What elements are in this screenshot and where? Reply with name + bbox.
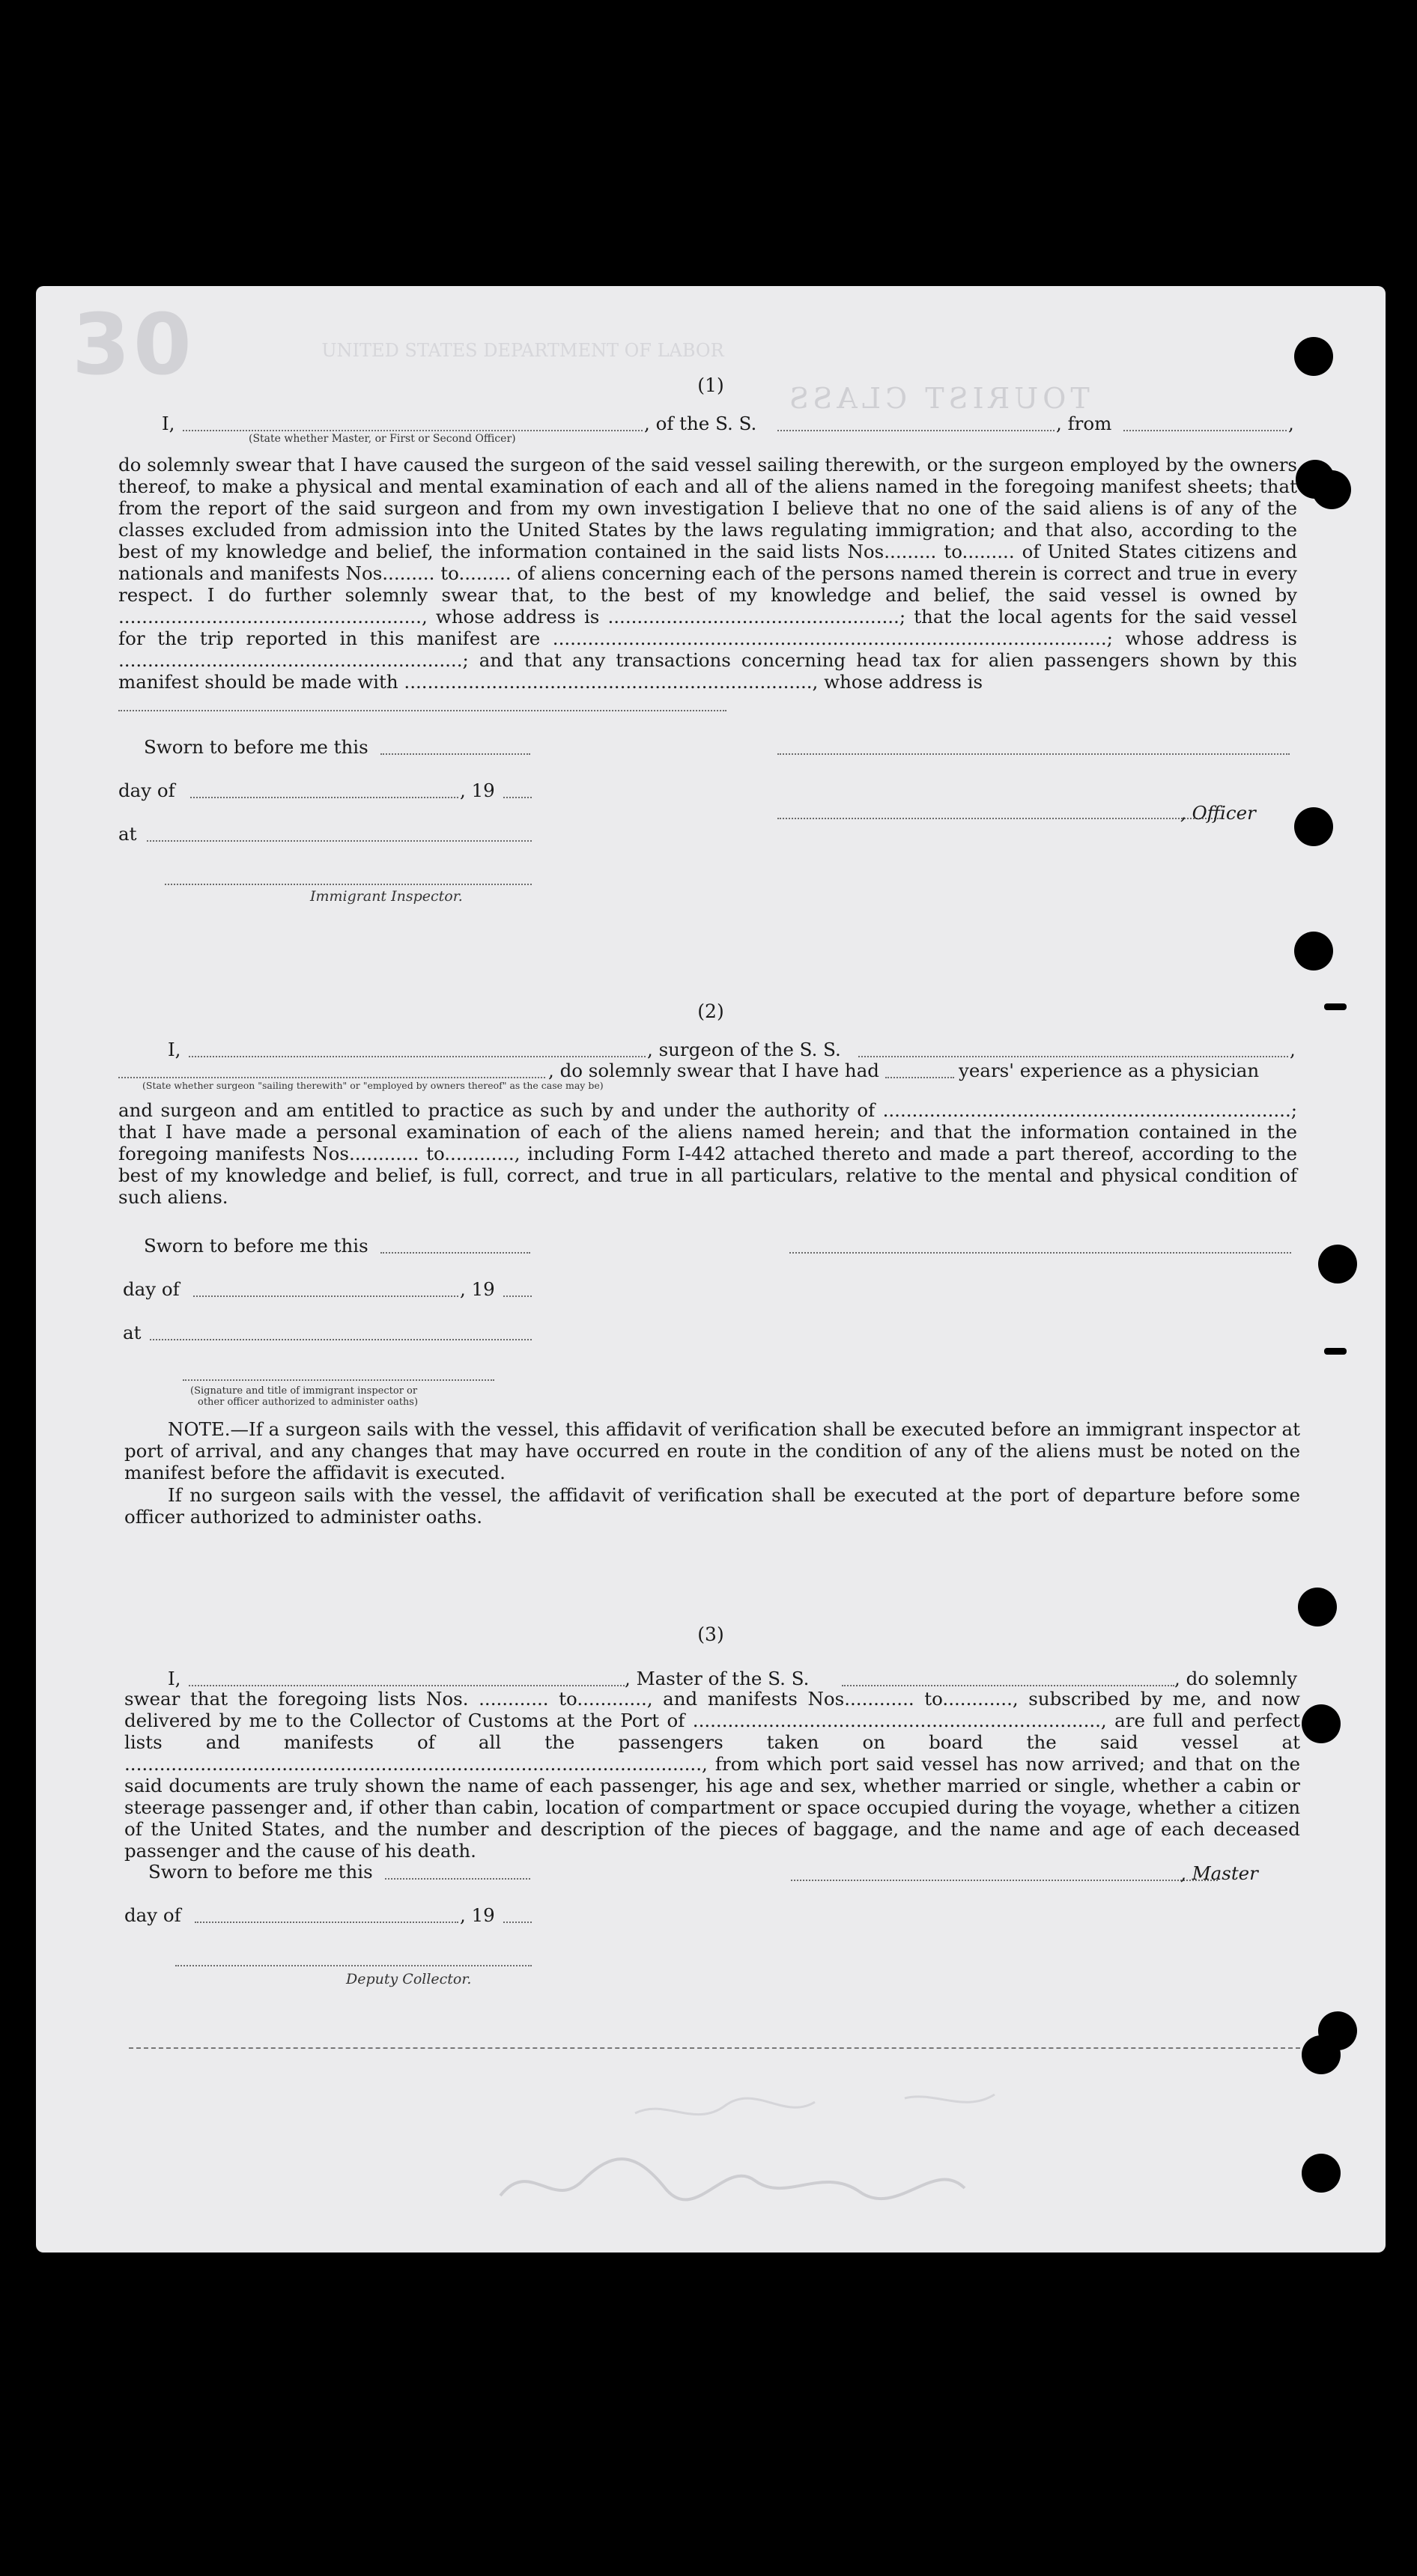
master-vessel-field[interactable] [842,1685,1174,1686]
surgeon-vessel-field[interactable] [858,1056,1288,1057]
day-of-label: day of [123,1278,180,1300]
year-label: , 19 [460,1904,495,1926]
binder-hole [1318,1245,1357,1284]
binder-hole [1294,807,1333,846]
years-experience-text: years' experience as a physician [959,1060,1260,1081]
section-1-from: , from [1056,413,1112,434]
section-3-number: (3) [697,1623,724,1645]
section-3-oath-text: swear that the foregoing lists Nos. ............ to............, and manifests Nos............ to............, subscribed by me, and now delivered by me to the Collector of Customs at the Port of ......................................................................, are full and perfect lists and manifests of all the passengers taken on board the said vessel at ..................................................................................................., from which port said vessel has now arrived; and that on the said documents are truly shown the name of each passenger, his age and sex, whether married or single, whether a cabin or steerage passenger and, if other than cabin, location of compartment or space occupied during the voyage, whether a citizen of the United States, and the number and description of the pieces of baggage, and the name and age of each deceased passenger and the cause of his death. [124,1688,1300,1862]
binder-hole [1302,2154,1341,2193]
year-label: , 19 [460,1278,495,1300]
surgeon-status-note: (State whether surgeon "sailing therewith" or "employed by owners thereof" as the case may be) [142,1080,604,1091]
master-swear-text: , do solemnly [1174,1668,1298,1689]
section-2-comma: , [1290,1039,1296,1060]
binder-hole [1302,1704,1341,1743]
inspector-signature-line[interactable] [165,884,532,885]
year-field[interactable] [503,1922,532,1923]
section-1-comma: , [1288,413,1294,434]
faded-class-stamp: TOURIST CLASS [785,382,1090,415]
at-label: at [118,823,137,845]
day-of-field[interactable] [193,1295,458,1297]
officer-signature-line[interactable] [183,1379,494,1381]
note-paragraph-1: NOTE.—If a surgeon sails with the vessel, this affidavit of verification shall be executed before an immigrant inspector at port of arrival, and any changes that may have occurred en route in the condition of any of the aliens must be noted on the manifest before the affidavit is executed. [124,1418,1300,1483]
section-2-number: (2) [697,1000,724,1022]
page-stamp-number: 30 [72,297,195,394]
sworn-label: Sworn to before me this [144,736,368,758]
year-field[interactable] [503,1295,532,1297]
section-3-i: I, [168,1668,181,1689]
section-2-oath-text: and surgeon and am entitled to practice as such by and under the authority of ......................................................................; that I have made a personal examination of each of the aliens named herein; and that the information contained in the foregoing manifests Nos............ to............, including Form I-442 attached thereto and made a part thereof, according to the best of my knowledge and belief, is full, correct, and true in all particulars, relative to the mental and physical condition of such aliens. [118,1099,1297,1208]
master-name-field[interactable] [189,1685,625,1686]
at-label: at [123,1322,142,1343]
officer-rank-note: (State whether Master, or First or Second Officer) [249,433,516,445]
section-1-oath-text: do solemnly swear that I have caused the surgeon of the said vessel sailing therewith, or the surgeon employed by the owners thereof, to make a physical and mental examination of each and all of the aliens named in the foregoing manifest sheets; that from the report of the said surgeon and from my own investigation I believe that no one of the said aliens is of any of the classes excluded from admission into the United States by the laws regulating immigration; and that also, according to the best of my knowledge and belief, the information contained in the said lists Nos......... to......... of United States citizens and nationals and manifests Nos......... to......... of aliens concerning each of the persons named therein is correct and true in every respect. I do further solemnly swear that, to the best of my knowledge and belief, the said vessel is owned by ...................................................., whose address is ..................................................; that the local agents for the said vessel for the trip reported in this manifest are ...............................................................................................; whose address is ...........................................................; and that any transactions concerning head tax for alien passengers shown by this manifest should be made with ......................................................................, whose address is [118,454,1297,693]
officer-name-field[interactable] [183,430,643,431]
surgeon-status-field[interactable] [118,1077,545,1078]
at-place-field[interactable] [150,1339,532,1340]
sworn-label: Sworn to before me this [144,1235,368,1257]
section-1-of-ss: , of the S. S. [644,413,757,434]
officer-label: , Officer [1180,802,1256,824]
binder-hole [1294,337,1333,376]
note-paragraph-2: If no surgeon sails with the vessel, the affidavit of verification shall be executed at the port of departure before some officer authorized to administer oaths. [124,1484,1300,1528]
years-experience-field[interactable] [885,1077,954,1078]
sworn-day-field[interactable] [380,1252,530,1254]
surgeon-name-field[interactable] [189,1056,646,1057]
day-of-label: day of [118,780,175,801]
binder-hole [1312,470,1351,509]
master-signature-line[interactable] [791,1880,1218,1881]
year-field[interactable] [503,797,532,798]
port-from-field[interactable] [1123,430,1287,431]
sworn-day-field[interactable] [385,1878,530,1880]
section-1-i: I, [162,413,175,434]
officer-title-line[interactable] [777,818,1221,819]
collector-label: Deputy Collector. [346,1971,472,1987]
signature-note-1: (Signature and title of immigrant inspector or [190,1385,418,1397]
master-label: , Master [1180,1862,1258,1884]
surgeon-of-ss: , surgeon of the S. S. [647,1039,841,1060]
section-2-i: I, [168,1039,181,1060]
sworn-day-field[interactable] [380,753,530,755]
page-divider [129,2047,1300,2049]
surgeon-signature-line[interactable] [789,1252,1291,1254]
day-of-field[interactable] [195,1922,458,1923]
day-of-field[interactable] [190,797,458,798]
officer-signature-line[interactable] [777,753,1290,755]
master-of-ss: , Master of the S. S. [625,1668,810,1689]
at-place-field[interactable] [147,840,532,842]
inspector-label: Immigrant Inspector. [310,888,463,905]
faint-handwriting [485,2068,1159,2233]
binder-hole [1298,1588,1337,1626]
section-1-number: (1) [697,374,724,396]
manifest-page [36,286,1386,2253]
year-label: , 19 [460,780,495,801]
surgeon-swear-text: , do solemnly swear that I have had [548,1060,879,1081]
sworn-label: Sworn to before me this [148,1861,373,1883]
collector-signature-line[interactable] [175,1965,532,1966]
day-of-label: day of [124,1904,181,1926]
faded-header-text: UNITED STATES DEPARTMENT OF LABOR [321,340,724,361]
agent-address-field[interactable] [118,710,726,711]
signature-note-2: other officer authorized to administer oaths) [198,1397,419,1408]
binder-hole [1294,932,1333,970]
binder-hole [1302,2035,1341,2074]
vessel-name-field[interactable] [777,430,1055,431]
binder-mark [1324,1348,1347,1355]
